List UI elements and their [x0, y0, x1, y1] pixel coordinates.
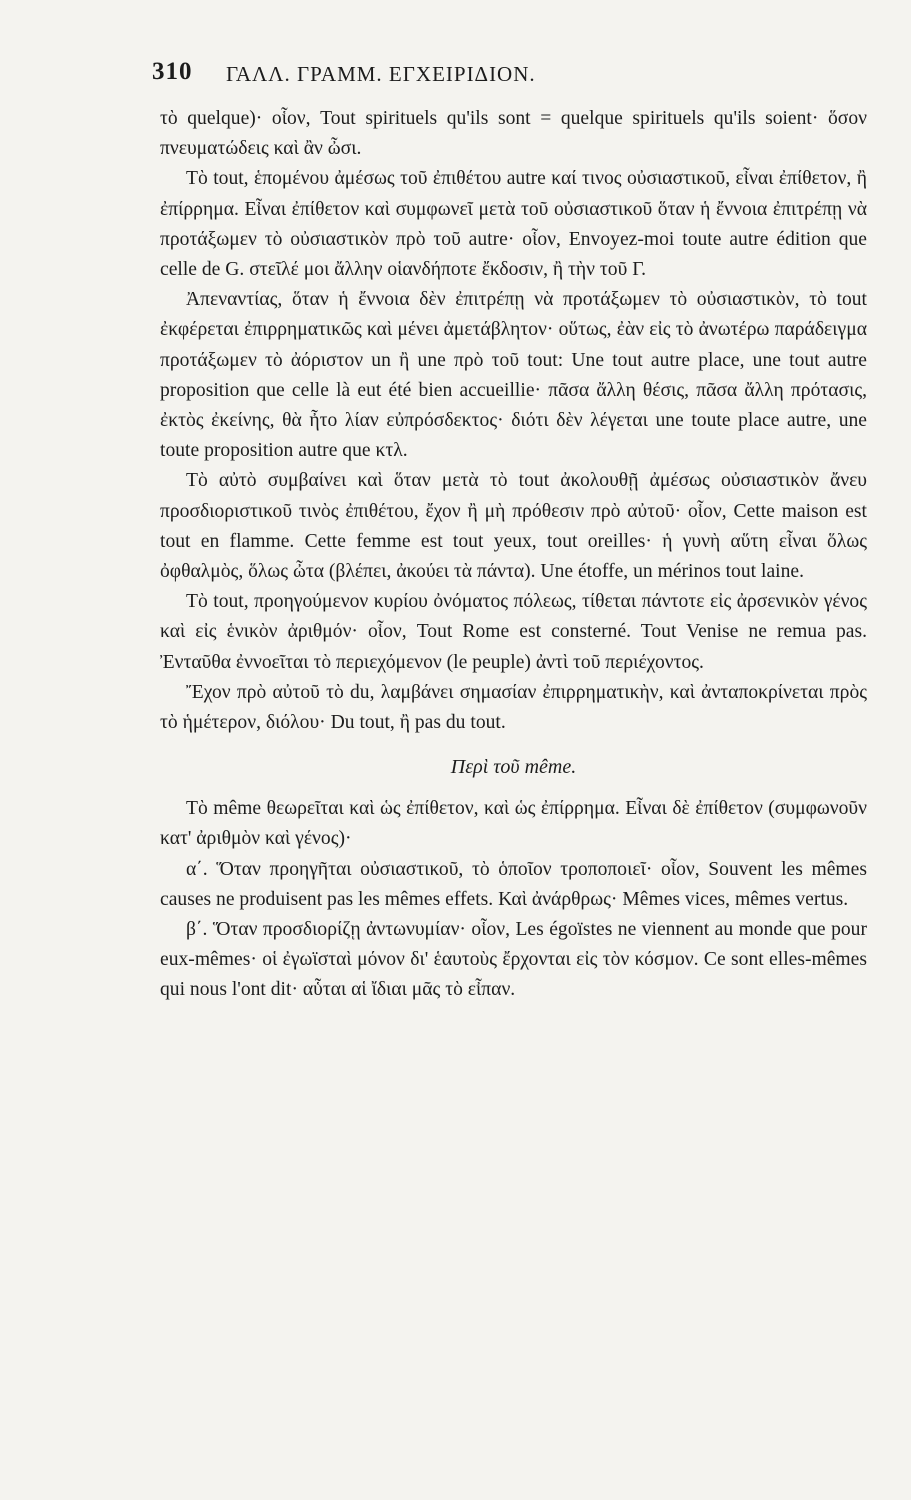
body-text — [160, 104, 867, 1006]
page-header — [152, 52, 867, 98]
list-item: β΄. Ὅταν προσδιορίζῃ ἀντωνυμίαν· οἷον, Les égoïstes ne viennent au monde que pour eux-mêmes· οἱ ἐγωϊσταὶ μόνον δι' ἑαυτοὺς ἔρχονται εἰς τὸν κόσμον. Ce sont elles-mêmes qui nous l'ont dit· αὗται αἱ ἴδιαι μᾶς τὸ εἶπαν. — [160, 919, 867, 1001]
page-number: 310 — [152, 58, 193, 85]
section-heading: Περὶ τοῦ même. — [450, 756, 577, 779]
paragraph: Τὸ tout, ἑπομένου ἀμέσως τοῦ ἐπιθέτου autre καί τινος οὐσιαστικοῦ, εἶναι ἐπίθετον, ἢ ἐπίρρημα. Εἶναι ἐπίθετον καὶ συμφωνεῖ μετὰ τοῦ οὐσιαστικοῦ ὅταν ἡ ἔννοια ἐπιτρέπῃ νὰ προτάξωμεν τὸ οὐσιαστικὸν πρὸ τοῦ autre· οἷον, Envoyez-moi toute autre édition que celle de G. στεῖλέ μοι ἄλλην οἱανδήποτε ἔκδοσιν, ἢ τὴν τοῦ Γ. — [160, 168, 867, 281]
paragraph: Τὸ tout, προηγούμενον κυρίου ὀνόματος πόλεως, τίθεται πάντοτε εἰς ἀρσενικὸν γένος καὶ εἰς ἑνικὸν ἀριθμόν· οἷον, Tout Rome est consterné. Tout Venise ne remua pas. Ἐνταῦθα ἐννοεῖται τὸ περιεχόμενον (le peuple) ἀντὶ τοῦ περιέχοντος. — [160, 591, 867, 673]
paragraph: τὸ quelque)· οἷον, Tout spirituels qu'ils sont = quelque spirituels qu'ils soient· ὅσον πνευματώδεις καὶ ἂν ὦσι. — [160, 108, 867, 160]
paragraph: Τὸ αὐτὸ συμβαίνει καὶ ὅταν μετὰ τὸ tout ἀκολουθῇ ἀμέσως οὐσιαστικὸν ἄνευ προσδιοριστικοῦ τινὸς ἐπιθέτου, ἔχον ἢ μὴ πρόθεσιν πρὸ αὐτοῦ· οἷον, Cette maison est tout en flamme. Cette femme est tout yeux, tout oreilles· ἡ γυνὴ αὕτη εἶναι ὅλως ὀφθαλμὸς, ὅλως ὦτα (βλέπει, ἀκούει τὰ πάντα). Une étoffe, un mérinos tout laine. — [160, 470, 867, 583]
paragraph: Ἀπεναντίας, ὅταν ἡ ἔννοια δὲν ἐπιτρέπῃ νὰ προτάξωμεν τὸ οὐσιαστικὸν, τὸ tout ἐκφέρεται ἐπιρρηματικῶς καὶ μένει ἀμετάβλητον· οὕτως, ἐὰν εἰς τὸ ἀνωτέρω παράδειγμα προτάξωμεν τὸ ἀόριστον un ἢ une πρὸ τοῦ tout: Une tout autre place, une tout autre proposition que celle là eut été bien accueillie· πᾶσα ἄλλη θέσις, πᾶσα ἄλλη πρότασις, ἐκτὸς ἐκείνης, θὰ ἦτο λίαν εὐπρόσδεκτος· διότι δὲν λέγεται une toute place autre, une toute proposition autre que κτλ. — [160, 289, 867, 462]
list-item: α΄. Ὅταν προηγῆται οὐσιαστικοῦ, τὸ ὁποῖον τροποποιεῖ· οἷον, Souvent les mêmes causes ne produisent pas les mêmes effets. Καὶ ἀνάρθρως· Mêmes vices, mêmes vertus. — [160, 858, 867, 910]
running-title: ΓΑΛΛ. ΓΡΑΜΜ. ΕΓΧΕΙΡΙΔΙΟΝ. — [226, 62, 536, 86]
paragraph: Τὸ même θεωρεῖται καὶ ὡς ἐπίθετον, καὶ ὡς ἐπίρρημα. Εἶναι δὲ ἐπίθετον (συμφωνοῦν κατ' ἀριθμὸν καὶ γένος)· — [160, 798, 867, 850]
paragraph: Ἔχον πρὸ αὐτοῦ τὸ du, λαμβάνει σημασίαν ἐπιρρηματικὴν, καὶ ἀνταποκρίνεται πρὸς τὸ ἡμέτερον, διόλου· Du tout, ἢ pas du tout. — [160, 681, 867, 734]
